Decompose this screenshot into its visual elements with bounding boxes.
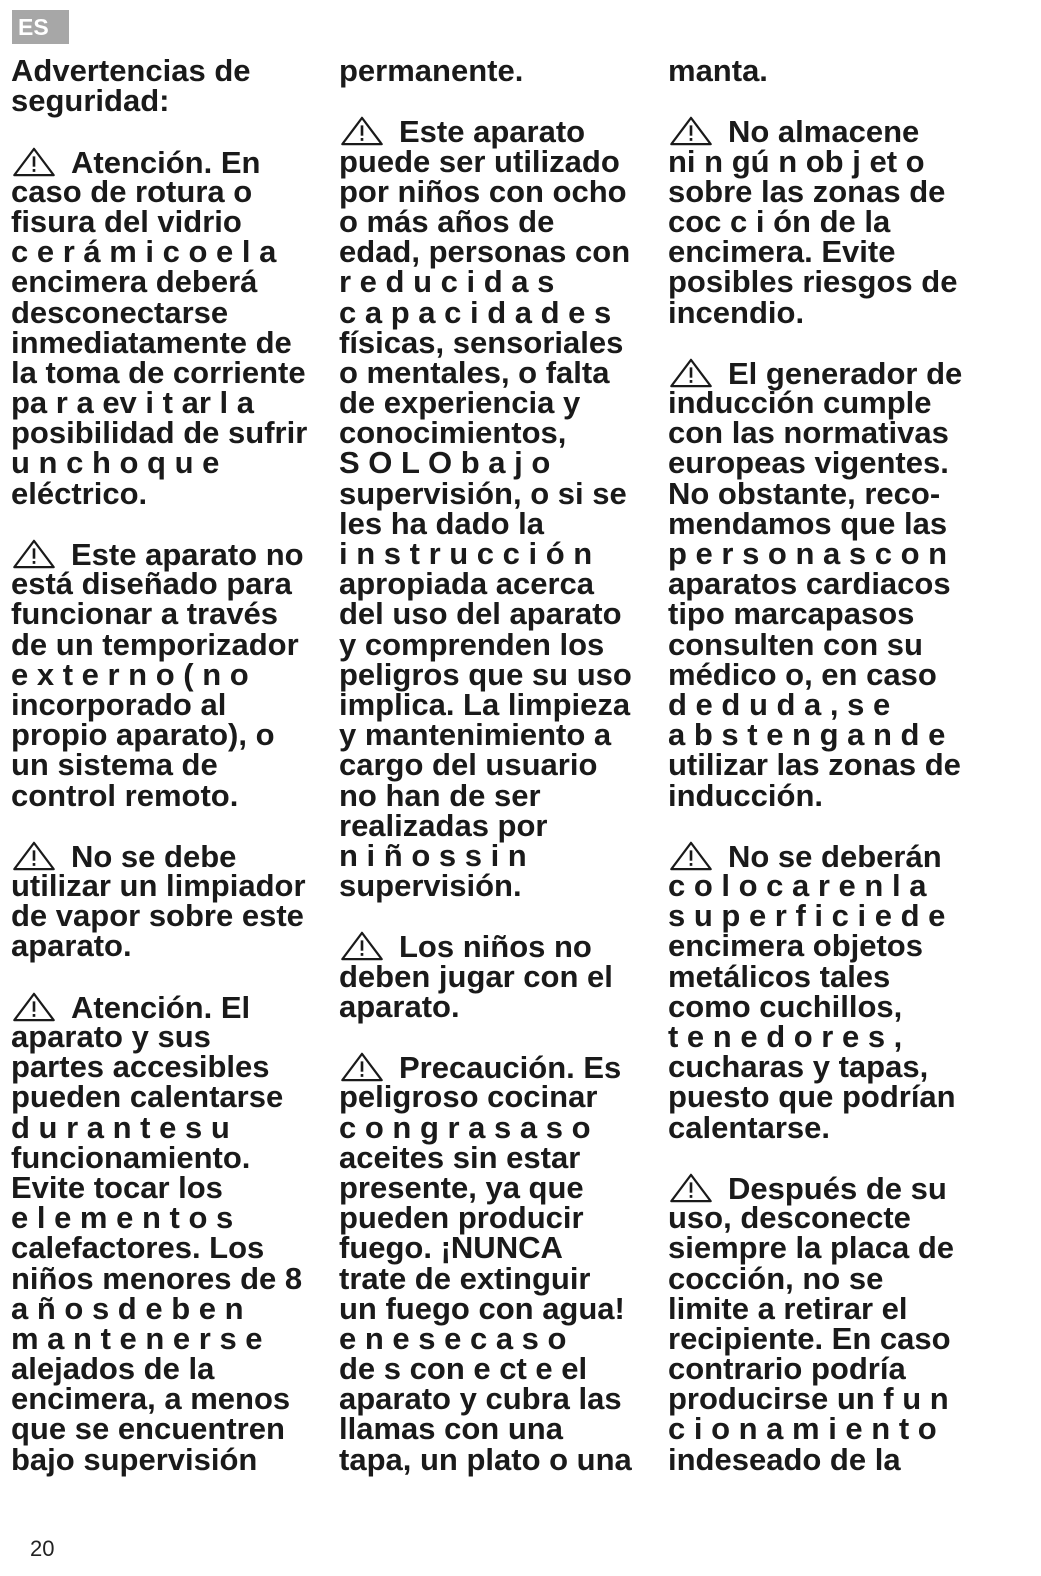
text-line-content: posibilidad de sufrir [11, 415, 308, 451]
text-line-content: uso, desconecte [668, 1200, 911, 1236]
text-line [339, 566, 661, 602]
warning-triangle-icon [11, 147, 57, 177]
text-line [339, 234, 661, 270]
paragraph-gap [668, 811, 1028, 841]
text-line-content: europeas vigentes. [668, 445, 949, 481]
text-line-content: deben jugar con el [339, 958, 613, 994]
text-line-content: e n e s e c a s o [339, 1320, 567, 1356]
text-line-content: pueden producir [339, 1200, 584, 1236]
text-line-content: supervisión, o si se [339, 475, 627, 511]
paragraph-gap [668, 86, 1028, 116]
text-line-content: como cuchillos, [668, 988, 903, 1024]
text-line-content: desconectarse [11, 294, 229, 330]
text-line [11, 1169, 329, 1205]
paragraph-gap [339, 1022, 661, 1052]
text-line [11, 385, 329, 421]
text-line-content: no han de ser [339, 777, 541, 813]
text-line [668, 505, 1028, 541]
text-line-content: inmediatamente de [11, 324, 292, 360]
text-line [668, 898, 1028, 934]
paragraph-gap [668, 1143, 1028, 1173]
text-line [339, 114, 661, 150]
text-line-content: funcionamiento. [11, 1139, 251, 1175]
warning-triangle-icon [668, 116, 714, 146]
text-line-content: o mentales, o falta [339, 354, 610, 390]
text-line [11, 868, 329, 904]
text-line [668, 1049, 1028, 1085]
text-line [339, 1351, 661, 1387]
text-line [11, 144, 329, 180]
text-line-content: y mantenimiento a [339, 717, 612, 753]
text-line [339, 1290, 661, 1326]
text-line-content: realizadas por [339, 807, 548, 843]
text-line [668, 656, 1028, 692]
text-line [339, 1169, 661, 1205]
text-line [11, 1260, 329, 1296]
text-line-content: de experiencia y [339, 385, 581, 421]
text-line-content: la toma de corriente [11, 354, 306, 390]
text-line [11, 294, 329, 330]
text-line [668, 1290, 1028, 1326]
text-line [11, 1079, 329, 1115]
text-line-content: de un temporizador [11, 626, 299, 662]
text-line-content: Advertencias de [11, 53, 251, 88]
text-line-content: r e d u c i d a s [339, 264, 555, 300]
text-line [11, 1290, 329, 1326]
text-line [668, 1320, 1028, 1356]
text-line [339, 988, 661, 1024]
paragraph-gap [339, 901, 661, 931]
text-line [11, 928, 329, 964]
text-line-content: funcionar a través [11, 596, 279, 632]
text-line [11, 203, 329, 239]
text-line-content: aparato y cubra las [339, 1381, 622, 1417]
text-line-content: m a n t e n e r s e [11, 1320, 263, 1356]
text-line-content: de s con e ct e el [339, 1351, 588, 1387]
text-line-content: No obstante, reco- [668, 475, 941, 511]
text-line [11, 1320, 329, 1356]
warning-triangle-icon [668, 841, 714, 871]
text-line [668, 445, 1028, 481]
text-line-content: a ñ o s d e b e n [11, 1290, 244, 1326]
language-tag: ES [12, 10, 69, 44]
text-line [11, 475, 329, 511]
text-line [668, 1079, 1028, 1115]
text-line [668, 1170, 1028, 1206]
warning-triangle-icon [668, 1173, 714, 1203]
text-line-content: utilizar las zonas de [668, 747, 961, 783]
text-line [339, 1320, 661, 1356]
text-line-content: aparatos cardiacos [668, 566, 951, 602]
text-line [11, 537, 329, 572]
text-line-content: siempre la placa de [668, 1230, 955, 1266]
text-line-content: eléctrico. [11, 475, 148, 511]
text-line-content: pa r a ev i t ar l a [11, 385, 254, 421]
text-line [668, 234, 1028, 270]
text-line-content: por niños con ocho [339, 173, 627, 209]
text-line-content: seguridad: [11, 83, 170, 119]
text-line-content: fuego. ¡NUNCA [339, 1230, 563, 1266]
text-line [11, 354, 329, 390]
text-line-content: aparato. [339, 988, 460, 1024]
text-line-content: metálicos tales [668, 958, 891, 994]
paragraph-gap [668, 328, 1028, 358]
text-line-content: No se debe [71, 838, 237, 874]
text-line [339, 747, 661, 783]
text-line [339, 385, 661, 421]
text-line [339, 686, 661, 722]
text-line-content: indeseado de la [668, 1441, 901, 1477]
text-line-content: inducción. [668, 777, 823, 813]
text-line [668, 114, 1028, 150]
text-line-content: tipo marcapasos [668, 596, 915, 632]
warning-triangle-icon [668, 358, 714, 388]
text-line [668, 838, 1028, 874]
text-line [339, 656, 661, 692]
text-line [11, 1441, 329, 1477]
text-line-content: encimera deberá [11, 264, 258, 300]
text-line [339, 143, 661, 179]
text-line-content: edad, personas con [339, 234, 631, 270]
text-line-content: Este aparato [399, 114, 586, 150]
text-line-content: ni n gú n ob j et o [668, 143, 925, 179]
text-line [339, 173, 661, 209]
text-line [11, 445, 329, 481]
text-line-content: un sistema de [11, 747, 218, 783]
text-line-content: está diseñado para [11, 566, 292, 602]
text-line-content: que se encuentren [11, 1411, 285, 1447]
text-line-content: limite a retirar el [668, 1290, 908, 1326]
text-line-content: aparato y sus [11, 1019, 211, 1054]
text-line-content: puesto que podrían [668, 1079, 956, 1115]
text-line-content: consulten con su [668, 626, 923, 662]
page-number: 20 [30, 1536, 55, 1561]
text-line-content: No almacene [728, 114, 920, 150]
text-line [11, 1351, 329, 1387]
text-line [11, 415, 329, 451]
text-column-1 [11, 53, 329, 1477]
text-line-content: de vapor sobre este [11, 898, 304, 934]
text-line [668, 355, 1028, 391]
text-line [668, 536, 1028, 571]
text-line-content: Este aparato no [71, 537, 304, 572]
text-line-content: utilizar un limpiador [11, 868, 306, 904]
warning-triangle-icon [339, 116, 385, 146]
text-line-content: recipiente. En caso [668, 1320, 951, 1356]
text-line [668, 415, 1028, 451]
text-line-content: peligros que su uso [339, 656, 632, 692]
paragraph-gap [11, 509, 329, 539]
text-line [11, 1139, 329, 1175]
text-line [11, 686, 329, 722]
text-line [339, 1050, 661, 1086]
text-line [11, 656, 329, 692]
text-line [339, 1411, 661, 1447]
text-line [668, 626, 1028, 662]
text-line-content: médico o, en caso [668, 656, 937, 692]
text-line [11, 747, 329, 783]
text-line [668, 958, 1028, 994]
text-line-content: e x t e r n o ( n o [11, 656, 249, 692]
text-line-content: Atención. En [71, 144, 261, 180]
text-line-content: caso de rotura o [11, 173, 253, 209]
text-line [11, 1411, 329, 1447]
text-line [11, 1200, 329, 1236]
paragraph-gap [11, 811, 329, 841]
text-line-content: u n c h o q u e [11, 445, 220, 481]
text-line-content: supervisión. [339, 868, 522, 904]
text-line-content: Después de su [728, 1170, 947, 1206]
text-line-content: encimera objetos [668, 928, 923, 964]
text-line-content: conocimientos, [339, 415, 567, 451]
text-line-content: Precaución. Es [399, 1050, 622, 1086]
text-line [339, 1109, 661, 1145]
text-line-content: aceites sin estar [339, 1139, 581, 1175]
text-line [668, 566, 1028, 602]
text-line-content: c e r á m i c o e l a [11, 234, 277, 270]
text-line [11, 1109, 329, 1145]
text-line [11, 898, 329, 934]
text-line [339, 203, 661, 239]
text-line-content: cargo del usuario [339, 747, 598, 783]
paragraph-gap [11, 116, 329, 146]
text-line [339, 1079, 661, 1115]
text-line-content: c i o n a m i e n t o [668, 1411, 937, 1447]
text-line-content: propio aparato), o [11, 717, 275, 753]
text-line-content: calefactores. Los [11, 1230, 265, 1266]
warning-triangle-icon [11, 539, 57, 569]
text-line [668, 53, 1028, 88]
text-line [339, 415, 661, 451]
text-line-content: les ha dado la [339, 505, 545, 541]
text-line [339, 264, 661, 300]
text-line-content: tapa, un plato o una [339, 1441, 632, 1477]
warning-triangle-icon [339, 931, 385, 961]
text-line [668, 596, 1028, 632]
text-line [339, 354, 661, 390]
text-line [668, 143, 1028, 179]
text-line [668, 868, 1028, 904]
text-line [11, 1049, 329, 1085]
text-line [11, 717, 329, 753]
warning-triangle-icon [339, 1052, 385, 1082]
text-line-content: Atención. El [71, 989, 251, 1025]
text-line [339, 294, 661, 330]
text-line-content: inducción cumple [668, 385, 932, 421]
text-line [11, 324, 329, 360]
text-line-content: incorporado al [11, 686, 227, 722]
text-line [668, 1411, 1028, 1447]
text-line [668, 686, 1028, 722]
text-line-content: manta. [668, 53, 768, 88]
text-line-content: cucharas y tapas, [668, 1049, 929, 1085]
text-line-content: trate de extinguir [339, 1260, 591, 1296]
text-line [339, 958, 661, 994]
text-line-content: implica. La limpieza [339, 686, 631, 722]
text-line-content: c o l o c a r e n l a [668, 868, 927, 904]
text-line-content: posibles riesgos de [668, 264, 958, 300]
text-line [11, 1381, 329, 1417]
text-line-content: presente, ya que [339, 1169, 584, 1205]
text-line [11, 777, 329, 813]
text-line-content: cocción, no se [668, 1260, 884, 1296]
text-line [11, 264, 329, 300]
text-line [668, 1200, 1028, 1236]
text-line-content: o más años de [339, 203, 555, 239]
text-line [668, 264, 1028, 300]
text-column-2 [339, 53, 661, 1477]
text-line [668, 173, 1028, 209]
text-line [668, 203, 1028, 239]
text-line [11, 626, 329, 662]
text-line-content: coc c i ón de la [668, 203, 891, 239]
text-line-content: Los niños no [399, 929, 592, 965]
text-line [668, 294, 1028, 330]
text-line-content: aparato. [11, 928, 132, 964]
text-line [11, 173, 329, 209]
text-line [339, 1139, 661, 1175]
text-line [11, 838, 329, 874]
text-line-content: incendio. [668, 294, 805, 330]
text-line [11, 53, 329, 88]
text-line [668, 1109, 1028, 1145]
text-line [339, 807, 661, 843]
text-line-content: partes accesibles [11, 1049, 270, 1085]
text-line-content: y comprenden los [339, 626, 605, 662]
text-line [339, 1381, 661, 1417]
text-line [668, 717, 1028, 753]
text-line-content: encimera. Evite [668, 234, 896, 270]
text-line-content: permanente. [339, 53, 524, 88]
text-line [668, 988, 1028, 1024]
text-line-content: Evite tocar los [11, 1169, 223, 1205]
text-line [668, 928, 1028, 964]
text-line-content: alejados de la [11, 1351, 215, 1387]
text-line [339, 475, 661, 511]
text-line-content: c a p a c i d a d e s [339, 294, 612, 330]
text-line-content: niños menores de 8 [11, 1260, 303, 1296]
text-line-content: i n s t r u c c i ó n [339, 536, 593, 571]
text-line [11, 1230, 329, 1266]
text-line-content: fisura del vidrio [11, 203, 242, 239]
text-line-content: contrario podría [668, 1351, 906, 1387]
text-line [11, 234, 329, 270]
text-line [668, 1351, 1028, 1387]
text-line-content: producirse un f u n [668, 1381, 949, 1417]
text-line [668, 777, 1028, 813]
text-line [11, 83, 329, 119]
text-line [11, 1019, 329, 1054]
text-line-content: apropiada acerca [339, 566, 595, 602]
text-line-content: con las normativas [668, 415, 949, 451]
text-line [11, 566, 329, 602]
text-line-content: bajo supervisión [11, 1441, 258, 1477]
text-line [339, 536, 661, 571]
text-line-content: e l e m e n t o s [11, 1200, 234, 1236]
text-line-content: pueden calentarse [11, 1079, 284, 1115]
text-line-content: del uso del aparato [339, 596, 622, 632]
text-line [339, 1230, 661, 1266]
text-line-content: un fuego con agua! [339, 1290, 625, 1326]
warning-triangle-icon [11, 992, 57, 1022]
text-line [339, 929, 661, 965]
text-line [668, 475, 1028, 511]
text-line-content: sobre las zonas de [668, 173, 946, 209]
text-line [339, 777, 661, 813]
text-line [668, 1230, 1028, 1266]
text-line-content: c o n g r a s a s o [339, 1109, 591, 1145]
text-line-content: a b s t e n g a n d e [668, 717, 946, 753]
text-line [339, 717, 661, 753]
text-line-content: llamas con una [339, 1411, 563, 1447]
text-line-content: t e n e d o r e s , [668, 1019, 903, 1054]
text-line [339, 1260, 661, 1296]
text-line [339, 324, 661, 360]
text-line [339, 505, 661, 541]
text-line-content: peligroso cocinar [339, 1079, 598, 1115]
text-line [668, 1441, 1028, 1477]
text-column-3 [668, 53, 1028, 1477]
text-line-content: encimera, a menos [11, 1381, 291, 1417]
text-line [339, 1200, 661, 1236]
text-line-content: d u r a n t e s u [11, 1109, 230, 1145]
text-line-content: d e d u d a , s e [668, 686, 891, 722]
text-line [668, 747, 1028, 783]
text-line-content: El generador de [728, 355, 963, 391]
paragraph-gap [11, 962, 329, 992]
text-line [339, 626, 661, 662]
text-line-content: p e r s o n a s c o n [668, 536, 948, 571]
text-line-content: No se deberán [728, 838, 942, 874]
text-line-content: control remoto. [11, 777, 239, 813]
text-line [339, 445, 661, 481]
text-line [339, 868, 661, 904]
text-line [11, 989, 329, 1025]
text-line [11, 596, 329, 632]
warning-triangle-icon [11, 841, 57, 871]
text-line [668, 1019, 1028, 1054]
text-line-content: calentarse. [668, 1109, 830, 1145]
text-line [668, 385, 1028, 421]
text-line [339, 596, 661, 632]
text-line-content: n i ñ o s s i n [339, 837, 527, 873]
text-line-content: mendamos que las [668, 505, 948, 541]
text-line [668, 1260, 1028, 1296]
text-line [668, 1381, 1028, 1417]
text-line-content: físicas, sensoriales [339, 324, 624, 360]
text-line-content: s u p e r f i c i e d e [668, 898, 946, 934]
text-line-content: S O L O b a j o [339, 445, 551, 481]
text-line [339, 837, 661, 873]
text-line-content: puede ser utilizado [339, 143, 620, 179]
text-line [339, 53, 661, 88]
text-line [339, 1441, 661, 1477]
paragraph-gap [339, 86, 661, 116]
